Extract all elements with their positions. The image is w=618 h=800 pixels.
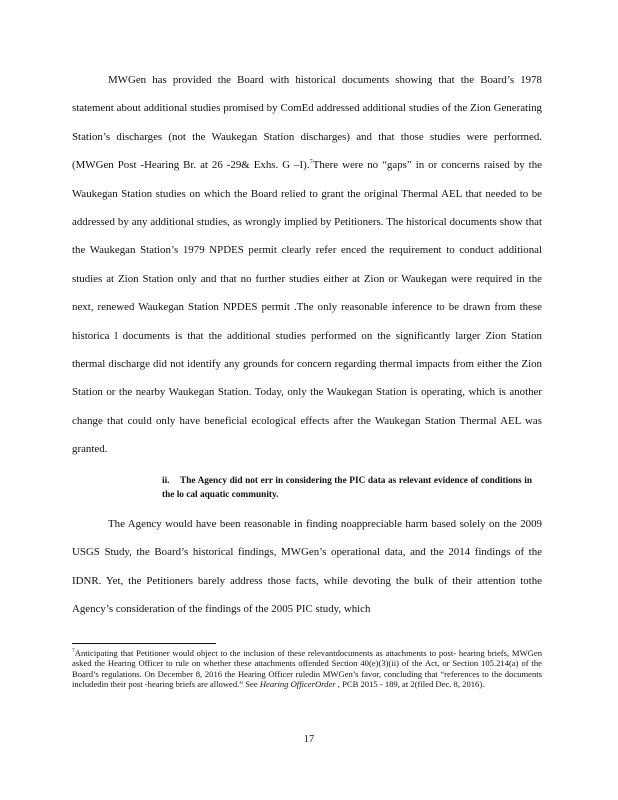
footnote-citation: Hearing OfficerOrder bbox=[259, 679, 336, 690]
paragraph-2-text: The Agency would have been reasonable in finding noappreciable harm based solely on the 2009 USGS Study, the Board’s historical findings, MWGen’s operational data, and the 2014 findings of the IDNR. Yet, the Petitioners barely address those facts, while devoting the bulk of their attention tothe Agency’s consideration of the findings of the 2005 PIC study, which bbox=[72, 517, 542, 615]
section-heading bbox=[72, 474, 542, 502]
footnote-marker: 7 bbox=[72, 648, 75, 655]
footnote-text: Anticipating that Petitioner would object to the inclusion of these relevantdocuments as attachments to post- hearing briefs, MWGen asked the Hearing Officer to rule on whether these attachments offended Section 40(e)(3)(ii) of the Act, or Section 105.214(a) of the Board’s regulations. On December 8, 2016 the Hearing Officer ruledin MWGen’s favor, concluding that “references to the documents includedin their post -hearing briefs are allowed.” See bbox=[72, 648, 542, 690]
heading-text: The Agency did not err in considering the PIC data as relevant evidence of conditions in the lo cal aquatic community. bbox=[162, 475, 532, 500]
footnote-separator bbox=[72, 643, 216, 644]
paragraph-1-text: MWGen has provided the Board with historical documents showing that the Board’s 1978 statement about additional studies promised by ComEd addressed additional studies of the Zion Generating Station’s discharges (not the Waukegan Station discharges) and that those studies were performed. (MWGen Post -Hearing Br. at 26 -29& Exhs. G –I). bbox=[72, 74, 542, 172]
footnote-text-end: , PCB 2015 - 189, at 2(filed Dec. 8, 2016). bbox=[337, 679, 485, 690]
footnote bbox=[72, 648, 542, 690]
paragraph-2 bbox=[72, 510, 542, 624]
body-text bbox=[72, 66, 542, 623]
paragraph-1 bbox=[72, 66, 542, 464]
paragraph-1-continuation: There were no “gaps” in or concerns raised by the Waukegan Station studies on which the Board relied to grant the original Thermal AEL that needed to be addressed by any additional studies, as wrongly implied by Petitioners. The historical documents show that the Waukegan Station’s 1979 NPDES permit clearly refer enced the requirement to conduct additional studies at Zion Station only and that no further studies either at Zion or Waukegan were required in the next, renewed Waukegan Station NPDES permit .The only reasonable inference to be drawn from these historica l documents is that the additional studies performed on the significantly larger Zion Station thermal discharge did not identify any grounds for concern regarding thermal impacts from either the Zion Station or the nearby Waukegan Station. Today, only the Waukegan Station is operating, which is another change that could only have beneficial ecological effects after the Waukegan Station Thermal AEL was granted. bbox=[72, 159, 542, 456]
heading-number: ii. bbox=[162, 475, 170, 486]
page-number: 17 bbox=[303, 734, 315, 745]
footnote-reference: 7 bbox=[309, 158, 313, 166]
